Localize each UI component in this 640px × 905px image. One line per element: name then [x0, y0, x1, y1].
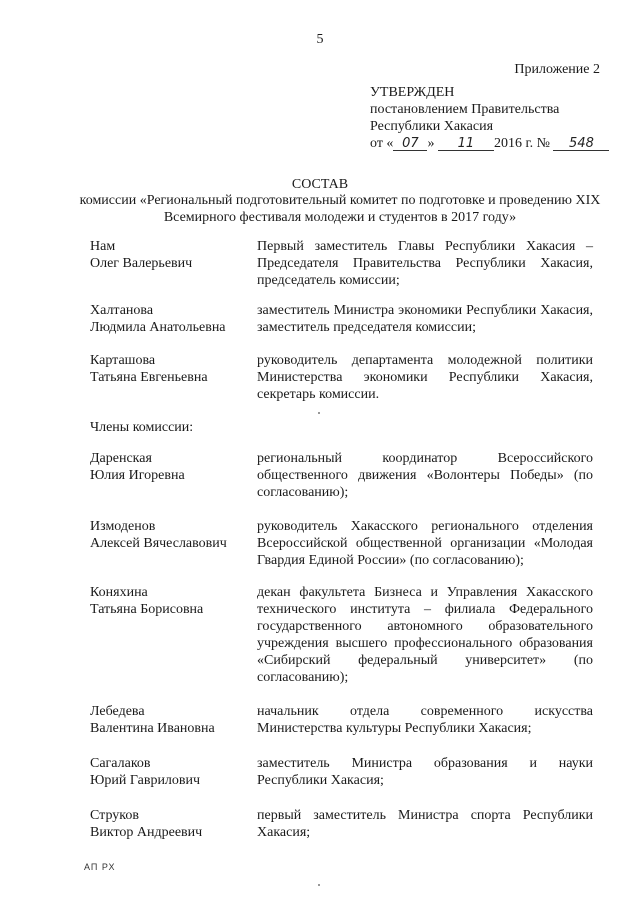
approval-block	[370, 84, 609, 152]
commission-entry	[0, 238, 640, 298]
appendix-label: Приложение 2	[514, 62, 600, 77]
person-given-name: Татьяна Евгеньевна	[90, 370, 208, 385]
person-name	[90, 352, 208, 386]
handwritten-number: 548	[553, 137, 609, 151]
date-prefix: от «	[370, 136, 394, 151]
person-name	[90, 703, 215, 737]
person-role: заместитель Министра образования и науки Республики Хакасия;	[257, 756, 593, 788]
person-role: первый заместитель Министра спорта Республики Хакасия;	[257, 808, 593, 840]
approval-heading: УТВЕРЖДЕН	[370, 85, 455, 100]
person-role: заместитель Министра экономики Республики Хакасия, заместитель председателя комиссии;	[257, 303, 593, 335]
person-role: декан факультета Бизнеса и Управления Хакасского технического института – филиала Федерального государственного автономного образовательного учреждения высшего профессионального образования «Сибирский федеральный университет» (по согласованию);	[257, 585, 593, 685]
person-surname: Карташова	[90, 353, 156, 368]
person-surname: Измоденов	[90, 519, 156, 534]
person-name	[90, 302, 226, 336]
handwritten-day: 07	[393, 137, 427, 151]
person-given-name: Олег Валерьевич	[90, 256, 193, 271]
person-role: Первый заместитель Главы Республики Хакасия – Председателя Правительства Республики Хакасия, председатель комиссии;	[257, 239, 593, 288]
person-given-name: Юрий Гаврилович	[90, 773, 201, 788]
person-given-name: Татьяна Борисовна	[90, 602, 204, 617]
person-name	[90, 238, 192, 272]
person-name	[90, 807, 202, 841]
person-role: руководитель департамента молодежной политики Министерства экономики Республики Хакасия, секретарь комиссии.	[257, 353, 593, 402]
members-label: Члены комиссии:	[90, 420, 194, 435]
commission-entry	[0, 584, 640, 694]
person-surname: Халтанова	[90, 303, 154, 318]
person-surname: Сагалаков	[90, 756, 151, 771]
person-given-name: Людмила Анатольевна	[90, 320, 226, 335]
person-name	[90, 755, 200, 789]
person-role: начальник отдела современного искусства Министерства культуры Республики Хакасия;	[257, 704, 593, 736]
commission-entry	[0, 518, 640, 578]
document-title: СОСТАВ	[291, 177, 349, 192]
approval-line-1: постановлением Правительства	[370, 102, 560, 117]
person-name	[90, 450, 185, 484]
handwritten-month: 11	[438, 137, 494, 151]
date-mid: »	[427, 136, 435, 151]
scan-speck	[318, 412, 320, 414]
commission-entry	[0, 703, 640, 743]
commission-entry	[0, 807, 640, 847]
scan-speck	[318, 884, 320, 886]
person-given-name: Виктор Андреевич	[90, 825, 203, 840]
person-given-name: Алексей Вячеславович	[90, 536, 227, 551]
person-role: региональный координатор Всероссийского общественного движения «Волонтеры Победы» (по согласованию);	[257, 451, 593, 500]
person-given-name: Валентина Ивановна	[90, 721, 215, 736]
person-surname: Даренская	[90, 451, 152, 466]
person-name	[90, 518, 227, 552]
approval-line-2: Республики Хакасия	[370, 119, 494, 134]
person-name	[90, 584, 203, 618]
commission-entry	[0, 302, 640, 342]
person-surname: Струков	[90, 808, 139, 823]
page-number: 5	[316, 32, 324, 47]
person-role: руководитель Хакасского регионального отделения Всероссийской общественной организации «Молодая Гвардия Единой России» (по согласованию);	[257, 519, 593, 568]
person-given-name: Юлия Игоревна	[90, 468, 185, 483]
commission-entry	[0, 450, 640, 510]
document-subtitle: комиссии «Региональный подготовительный комитет по подготовке и проведению XIX Всемирного фестиваля молодежи и студентов в 2017 году»	[79, 193, 601, 225]
approval-date-line	[370, 135, 609, 152]
person-surname: Коняхина	[90, 585, 148, 600]
person-surname: Лебедева	[90, 704, 145, 719]
archive-stamp-mark: АП РХ	[84, 862, 116, 872]
commission-entry	[0, 352, 640, 412]
person-surname: Нам	[90, 239, 116, 254]
date-year: 2016 г. №	[493, 136, 550, 151]
commission-entry	[0, 755, 640, 795]
